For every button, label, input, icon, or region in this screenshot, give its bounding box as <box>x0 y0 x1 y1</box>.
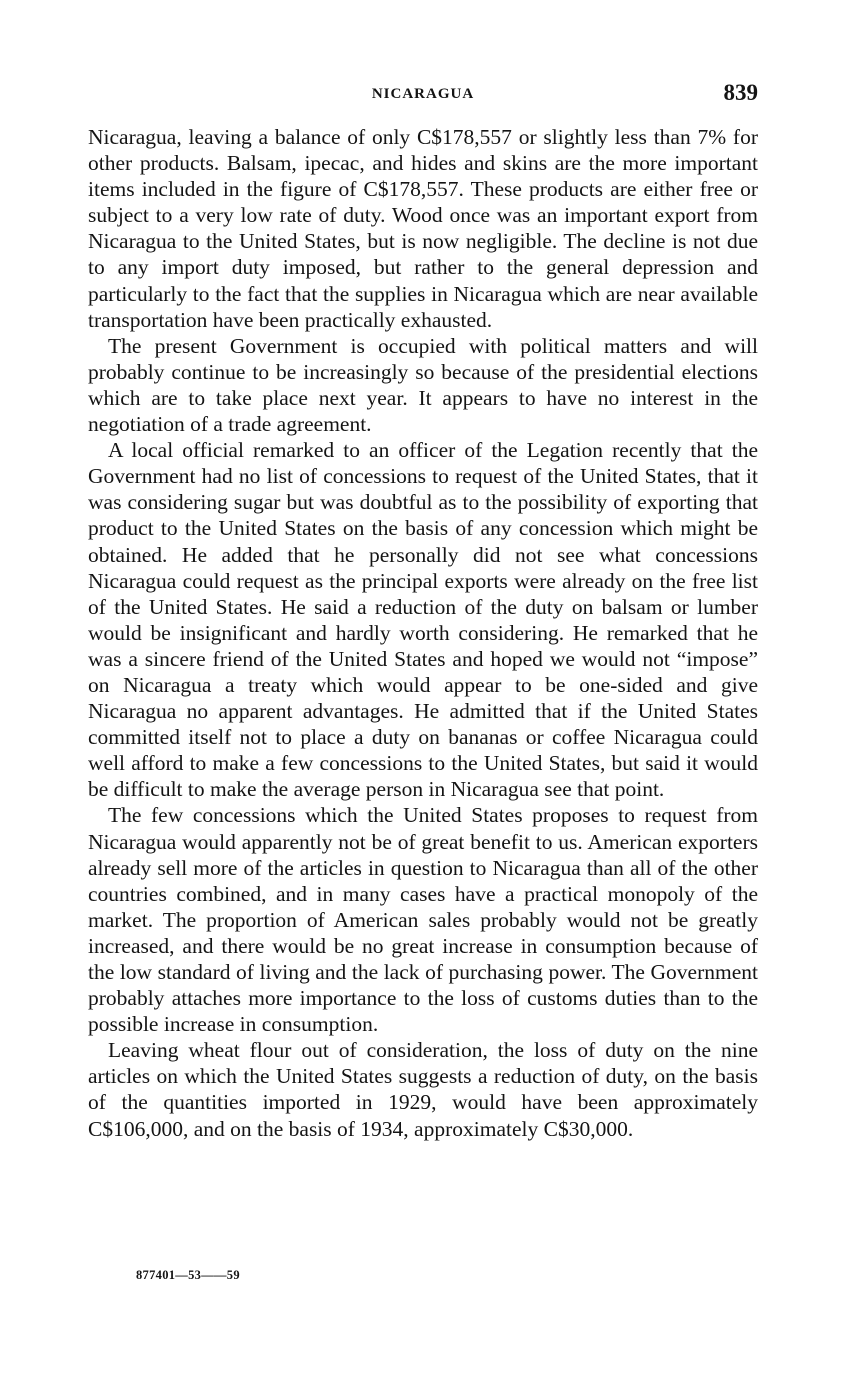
running-title: NICARAGUA <box>371 86 475 102</box>
paragraph: A local official remarked to an officer of the Legation recently that the Government had no list of concessions to request of the United States, that it was considering sugar but was doubtful as to the possibility of exporting that product to the United States on the basis of any concession which might be obtained. He added that he personally did not see what concessions Nicaragua could request as the principal exports were already on the free list of the United States. He said a reduction of the duty on balsam or lumber would be insignificant and hardly worth considering. He remarked that he was a sincere friend of the United States and hoped we would not “impose” on Nicaragua a treaty which would appear to be one-sided and give Nicaragua no apparent advantages. He admitted that if the United States committed itself not to place a duty on bananas or coffee Nicaragua could well afford to make a few concessions to the United States, but said it would be difficult to make the average person in Nicaragua see that point. <box>88 438 758 802</box>
paragraph: The present Government is occupied with political matters and will probably continue to be increasingly so because of the presidential elections which are to take place next year. It appears to have no interest in the negotiation of a trade agreement. <box>88 333 758 437</box>
body-text <box>88 124 758 1142</box>
paragraph: The few concessions which the United States proposes to request from Nicaragua would apparently not be of great benefit to us. American exporters already sell more of the articles in question to Nicaragua than all of the other countries combined, and in many cases have a practical monopoly of the market. The proportion of American sales probably would not be greatly increased, and there would be no great increase in consumption because of the low standard of living and the lack of purchasing power. The Government probably attaches more importance to the loss of customs duties than to the possible increase in consumption. <box>88 803 758 1037</box>
page-number: 839 <box>723 80 758 105</box>
print-code: 877401—53——59 <box>136 1268 240 1282</box>
running-head <box>88 80 758 110</box>
paragraph-continued: Nicaragua, leaving a balance of only C$178,557 or slightly less than 7% for other products. Balsam, ipecac, and hides and skins are the more important items included in the figure of C$178,557. These products are either free or subject to a very low rate of duty. Wood once was an important export from Nicaragua to the United States, but is now negligible. The decline is not due to any import duty imposed, but rather to the general depression and particularly to the fact that the supplies in Nicaragua which are near available transportation have been practically exhausted. <box>88 125 758 332</box>
paragraph: Leaving wheat flour out of consideration, the loss of duty on the nine articles on which the United States suggests a reduction of duty, on the basis of the quantities imported in 1929, would have been approximately C$106,000, and on the basis of 1934, approximately C$30,000. <box>88 1038 758 1141</box>
